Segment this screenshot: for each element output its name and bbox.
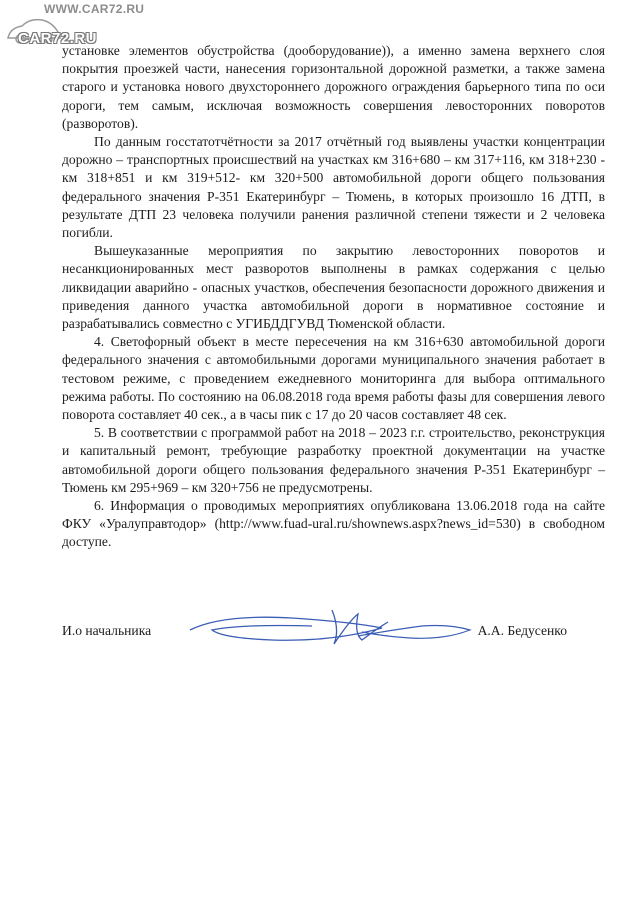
- paragraph-measures: Вышеуказанные мероприятия по закрытию левосторонних поворотов и несанкционированных мест разворотов выполнены в рамках содержания с целью ликвидации аварийно - опасных участков, обеспечения безопасности дорожного движения и приведения данного участка автомобильной дороги в нормативное состояние и разрабатывались совместно с УГИБДДГУВД Тюменской области.: [62, 243, 605, 332]
- signer-name: А.А. Бедусенко: [477, 623, 567, 638]
- watermark-logo: CAR72.RU: [18, 30, 98, 47]
- handwritten-signature: [182, 600, 482, 660]
- signature-block: [62, 600, 605, 660]
- paragraph-program: 5. В соответствии с программой работ на 2018 – 2023 г.г. строительство, реконструкция и капитальный ремонт, требующие разработку проектной документации на участке автомобильной дороги общего пользования федерального значения Р-351 Екатеринбург – Тюмень км 295+969 – км 320+756 не предусмотрены.: [62, 425, 605, 495]
- paragraph-continuation: установке элементов обустройства (дооборудование)), а именно замена верхнего слоя покрытия проезжей части, нанесения горизонтальной дорожной разметки, а также замена старого и установка нового двухстороннего дорожного ограждения барьерного типа по оси дороги, тем самым, исключая возможность совершения левосторонних поворотов (разворотов).: [62, 43, 605, 131]
- paragraph-publication: 6. Информация о проводимых мероприятиях опубликована 13.06.2018 года на сайте ФКУ «Уралуправтодор» (http://www.fuad-ural.ru/shownews.aspx?news_id=530) в свободном доступе.: [62, 498, 605, 550]
- watermark-url: WWW.CAR72.RU: [44, 2, 145, 16]
- signer-position: И.о начальника: [62, 623, 152, 638]
- letter-body: [62, 42, 605, 552]
- paragraph-traffic-light: 4. Светофорный объект в месте пересечения на км 316+630 автомобильной дороги федерального значения с автомобильными дорогами муниципального значения работает в тестовом режиме, с проведением ежедневного мониторинга для выбора оптимального режима работы. По состоянию на 06.08.2018 года время работы фазы для совершения левого поворота составляет 40 сек., а в часы пик с 17 до 20 часов составляет 48 сек.: [62, 334, 605, 423]
- paragraph-accident-statistics: По данным госстатотчётности за 2017 отчётный год выявлены участки концентрации дорожно – транспортных происшествий на участках км 316+680 – км 317+116, км 318+230 - км 318+851 и км 319+512- км 320+500 автомобильной дороги общего пользования федерального значения Р-351 Екатеринбург – Тюмень, в которых произошло 16 ДТП, в результате ДТП 23 человека получили ранения различной степени тяжести и 2 человека погибли.: [62, 134, 605, 241]
